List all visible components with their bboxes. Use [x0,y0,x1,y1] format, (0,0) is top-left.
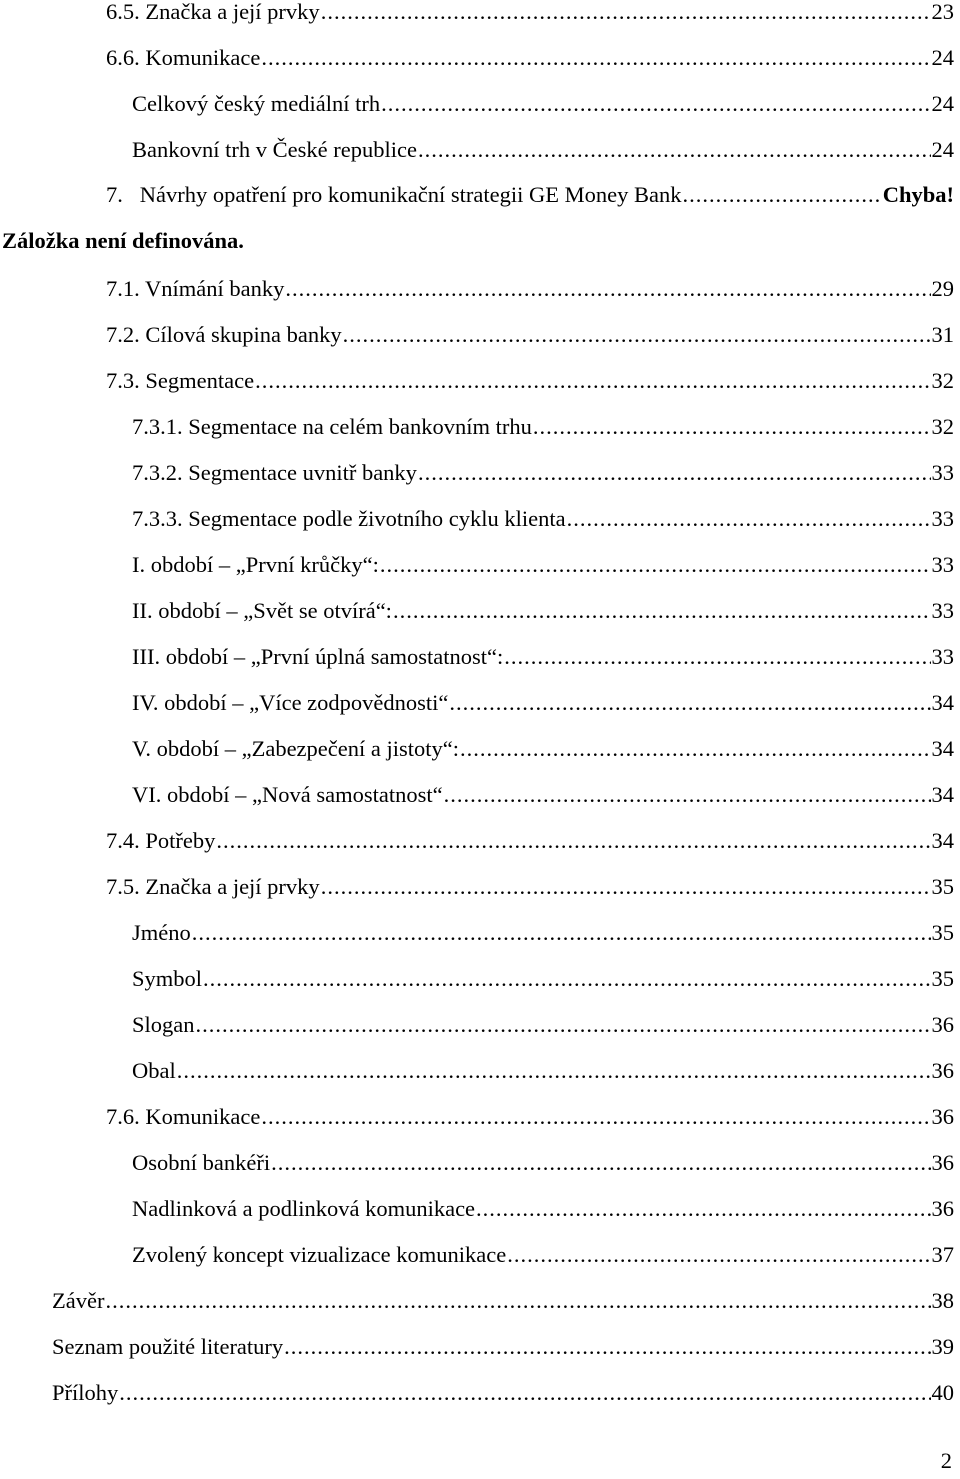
toc-entry-page: 32 [931,414,954,439]
toc-entry-page: 23 [931,0,954,24]
toc-dot-leader [321,0,931,29]
toc-entry [132,548,954,582]
toc-dot-leader [271,1146,930,1180]
toc-entry-page: 36 [931,1150,954,1175]
toc-dot-leader [460,732,931,766]
toc-entry-page: 40 [931,1380,954,1405]
toc-entry-page: 33 [931,552,954,577]
toc-entry-label: Seznam použité literatury [52,1334,284,1359]
toc-entry [132,916,954,950]
toc-entry-page: 29 [931,276,954,301]
toc-entry-label: Slogan [132,1012,195,1037]
toc-entry-label: II. období – „Svět se otvírá“: [132,598,392,623]
toc-entry [106,41,954,75]
toc-dot-leader [533,410,931,444]
toc-dot-leader [203,962,930,996]
toc-entry-page: 36 [931,1058,954,1083]
toc-entry-label: VI. období – „Nová samostatnost“ [132,782,443,807]
toc-entry-page: 36 [931,1104,954,1129]
toc-dot-leader [567,502,931,536]
toc-entry [132,133,954,167]
toc-entry [132,1146,954,1180]
toc-entry [132,456,954,490]
toc-entry-page: 39 [931,1334,954,1359]
toc-dot-leader [261,41,930,75]
toc-entry-label: Celkový český mediální trh [132,91,381,116]
toc-dot-leader [105,1284,930,1318]
toc-entry-label: Obal [132,1058,176,1083]
toc-entry [106,364,954,398]
toc-entry-page: 34 [931,782,954,807]
toc-dot-leader [507,1238,930,1272]
toc-entry [106,870,954,904]
toc-dot-leader [216,824,930,858]
toc-entry-page: 34 [931,736,954,761]
toc-entry-label: 7.3.3. Segmentace podle životního cyklu klienta [132,506,566,531]
toc-entry-page: 24 [931,137,954,162]
toc-entry-label: Symbol [132,966,203,991]
toc-dot-leader [192,916,931,950]
toc-entry-page: Chyba! [882,182,954,207]
toc-dot-leader [476,1192,930,1226]
toc-entry-label: 6.6. Komunikace [106,45,261,70]
toc-dot-leader [418,133,931,167]
toc-entry-page: 35 [931,874,954,899]
toc-entry-page: 33 [931,506,954,531]
toc-dot-leader [285,272,930,306]
toc-dot-leader [418,456,931,490]
toc-dot-leader [683,178,882,212]
toc-entry-label: Přílohy [52,1380,119,1405]
toc-entry-label: Jméno [132,920,191,945]
toc-entry-label: Osobní bankéři [132,1150,271,1175]
toc-entry [132,410,954,444]
toc-entry-page: 37 [931,1242,954,1267]
toc-dot-leader [284,1330,930,1364]
toc-entry [132,1192,954,1226]
toc-entry-label: 7. Návrhy opatření pro komunikační strategii GE Money Bank [106,182,682,207]
toc-dot-leader [449,686,930,720]
toc-dot-leader [177,1054,931,1088]
toc-entry-label: Zvolený koncept vizualizace komunikace [132,1242,507,1267]
toc-entry-label: V. období – „Zabezpečení a jistoty“: [132,736,459,761]
bookmark-error-text: Záložka není definována. [2,228,244,253]
toc-entry-label: 7.1. Vnímání banky [106,276,285,301]
toc-entry [132,962,954,996]
toc-entry [132,1054,954,1088]
toc-dot-leader [343,318,931,352]
page-number: 2 [940,1448,952,1473]
toc-entry-label: 7.6. Komunikace [106,1104,261,1129]
toc-dot-leader [261,1100,930,1134]
toc-entry-label: Nadlinková a podlinková komunikace [132,1196,476,1221]
toc-entry-label: IV. období – „Více zodpovědnosti“ [132,690,449,715]
toc-entry-label: Bankovní trh v České republice [132,137,417,162]
toc-entry-error [106,178,954,212]
toc-entry-label: 7.3.1. Segmentace na celém bankovním trhu [132,414,532,439]
toc-entry-page: 31 [931,322,954,347]
toc-entry [52,1376,954,1410]
toc-entry-page: 36 [931,1196,954,1221]
toc-entry-page: 38 [931,1288,954,1313]
toc-entry-page: 24 [931,45,954,70]
toc-entry-label: III. období – „První úplná samostatnost“: [132,644,504,669]
toc-dot-leader [504,640,930,674]
toc-dot-leader [321,870,931,904]
toc-entry-page: 33 [931,598,954,623]
toc-entry-label: 7.3.2. Segmentace uvnitř banky [132,460,417,485]
toc-dot-leader [380,548,931,582]
toc-entry [132,1238,954,1272]
toc-entry-page: 34 [931,828,954,853]
toc-entry [132,594,954,628]
toc-entry [106,272,954,306]
toc-dot-leader [444,778,931,812]
toc-entry [132,732,954,766]
toc-entry-page: 33 [931,644,954,669]
toc-entry [52,1330,954,1364]
toc-dot-leader [119,1376,930,1410]
toc-entry [106,1100,954,1134]
toc-dot-leader [393,594,931,628]
toc-entry [132,87,954,121]
toc-entry [132,686,954,720]
toc-entry-label: 7.3. Segmentace [106,368,255,393]
toc-entry-page: 36 [931,1012,954,1037]
toc-entry [132,1008,954,1042]
toc-entry [106,318,954,352]
toc-entry-label: 7.4. Potřeby [106,828,216,853]
toc-entry-label: 7.2. Cílová skupina banky [106,322,342,347]
toc-entry-label: I. období – „První krůčky“: [132,552,379,577]
toc-entry-page: 35 [931,966,954,991]
toc-dot-leader [196,1008,931,1042]
toc-entry [132,778,954,812]
toc-entry-page: 35 [931,920,954,945]
toc-entry [106,824,954,858]
toc-entry-page: 33 [931,460,954,485]
toc-entry [132,640,954,674]
toc-entry-page: 34 [931,690,954,715]
toc-entry-label: Závěr [52,1288,105,1313]
toc-entry-page: 32 [931,368,954,393]
toc-dot-leader [381,87,930,121]
toc-entry-page: 24 [931,91,954,116]
toc-entry [132,502,954,536]
toc-entry [52,1284,954,1318]
toc-dot-leader [255,364,930,398]
toc-entry [106,0,954,29]
toc-entry-label: 7.5. Značka a její prvky [106,874,320,899]
toc-entry-label: 6.5. Značka a její prvky [106,0,320,24]
